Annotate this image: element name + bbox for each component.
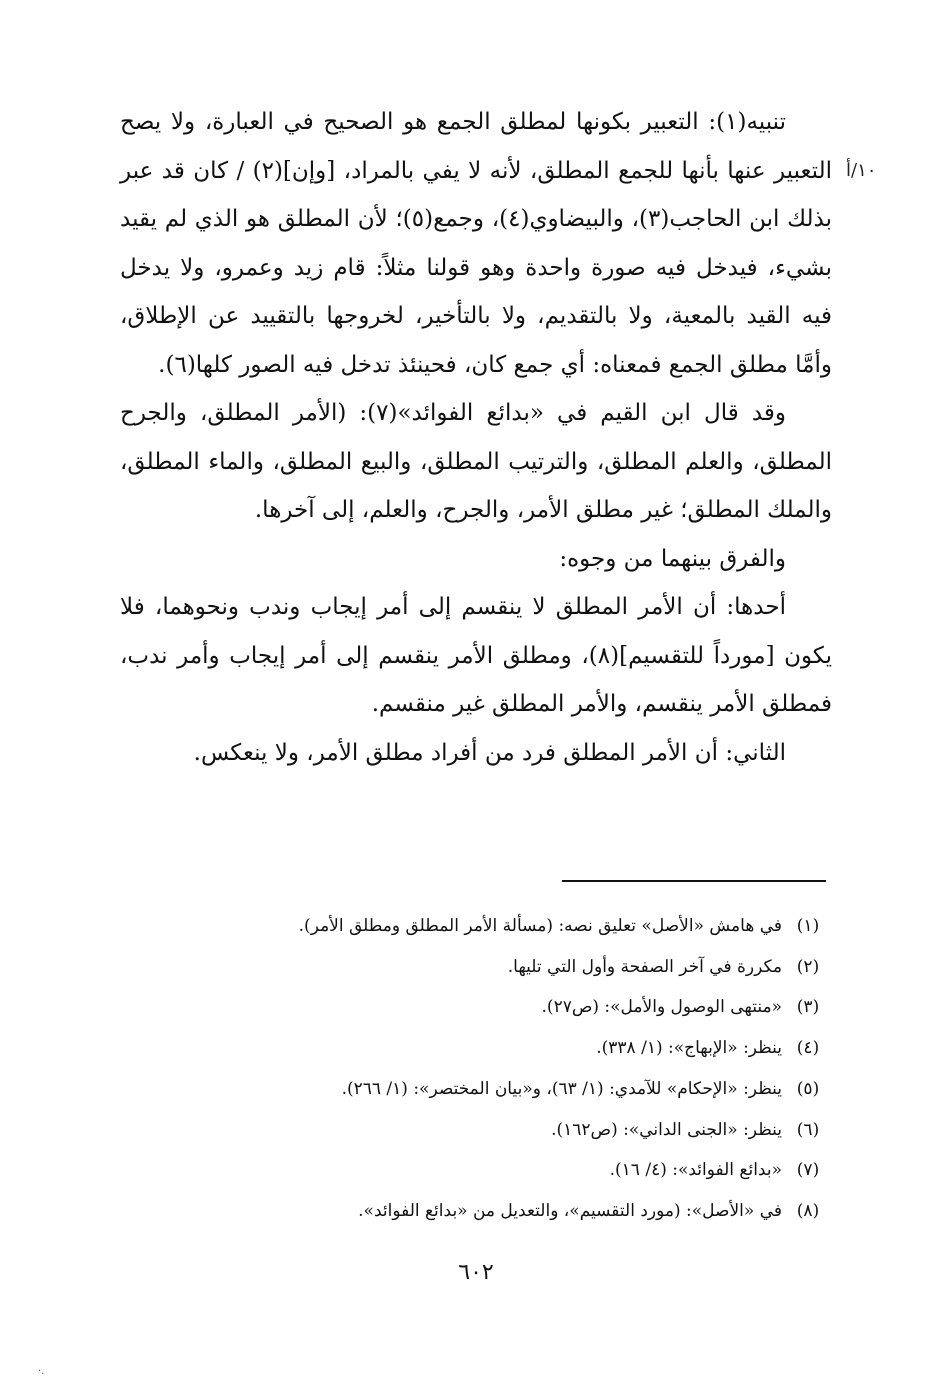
footnote (120, 947, 832, 988)
footnote (120, 1110, 832, 1151)
footnote-number: (٧) (796, 1160, 820, 1181)
paragraph-note: تنبيه(١): التعبير بكونها لمطلق الجمع هو الصحيح في العبارة، ولا يصح التعبير عنها بأنها للجمع المطلق، لأنه لا يفي بالمراد، [وإن](٢) / كان قد عبر بذلك ابن الحاجب(٣)، والبيضاوي(٤)، وجمع(٥)؛ لأن المطلق هو الذي لم يقيد بشيء، فيدخل فيه صورة واحدة وهو قولنا مثلاً: قام زيد وعمرو، ولا يدخل فيه القيد بالمعية، ولا بالتقديم، ولا بالتأخير، لخروجها بالتقييد عن الإطلاق، وأمَّا مطلق الجمع فمعناه: أي جمع كان، فحينئذ تدخل فيه الصور كلها(٦). (120, 109, 832, 378)
paragraph-differences-intro: والفرق بينهما من وجوه: (559, 545, 786, 572)
footnote-separator (562, 880, 826, 882)
footnote-number: (٤) (796, 1038, 820, 1059)
footnote (120, 1150, 832, 1191)
paragraph-second-difference: الثاني: أن الأمر المطلق فرد من أفراد مطلق الأمر، ولا ينعكس. (193, 739, 786, 766)
margin-folio-reference: ١٠/أ (846, 160, 877, 181)
footnote (120, 1191, 832, 1232)
footnote-text: ينظر: «الإبهاج»: (١/ ٣٣٨). (596, 1038, 782, 1059)
footnote-text: ينظر: «الجنى الداني»: (ص١٦٢). (551, 1119, 782, 1140)
footnote-text: في «الأصل»: (مورد التقسيم»، والتعديل من «بدائع الفوائد». (358, 1200, 782, 1221)
footnote-number: (٢) (796, 956, 820, 977)
footnote-text: مكررة في آخر الصفحة وأول التي تليها. (507, 956, 782, 977)
footnote-number: (١) (796, 916, 820, 936)
footnote (120, 1069, 832, 1110)
footnote-number: (٦) (796, 1119, 820, 1140)
footnote-text: ينظر: «الإحكام» للآمدي: (١/ ٦٣)، و«بيان المختصر»: (١/ ٢٦٦). (341, 1078, 782, 1099)
footnote-number: (٥) (796, 1078, 820, 1099)
footnote (120, 906, 832, 947)
footnotes (120, 906, 832, 1232)
page-number: ٦٠٢ (458, 1260, 494, 1285)
footnote-number: (٣) (796, 997, 820, 1018)
footnote-text: في هامش «الأصل» تعليق نصه: (مسألة الأمر المطلق ومطلق الأمر). (298, 916, 782, 936)
scan-speck: ·. (38, 1366, 45, 1377)
paragraph-ibn-qayyim-quote: وقد قال ابن القيم في «بدائع الفوائد»(٧): (الأمر المطلق، والجرح المطلق، والعلم المطلق، والترتيب المطلق، والبيع المطلق، والماء المطلق، والملك المطلق؛ غير مطلق الأمر، والجرح، والعلم، إلى آخرها. (120, 400, 832, 523)
footnote-text: «بدائع الفوائد»: (٤/ ١٦). (609, 1160, 782, 1181)
main-text (120, 98, 832, 777)
footnote-number: (٨) (796, 1200, 820, 1221)
paragraph-first-difference: أحدها: أن الأمر المطلق لا ينقسم إلى أمر إيجاب وندب ونحوهما، فلا يكون [مورداً للتقسيم](٨)، ومطلق الأمر ينقسم إلى أمر إيجاب وأمر ندب، فمطلق الأمر ينقسم، والأمر المطلق غير منقسم. (120, 594, 832, 717)
footnote (120, 987, 832, 1028)
footnote-text: «منتهى الوصول والأمل»: (ص٢٧). (541, 997, 782, 1018)
footnote (120, 1028, 832, 1069)
